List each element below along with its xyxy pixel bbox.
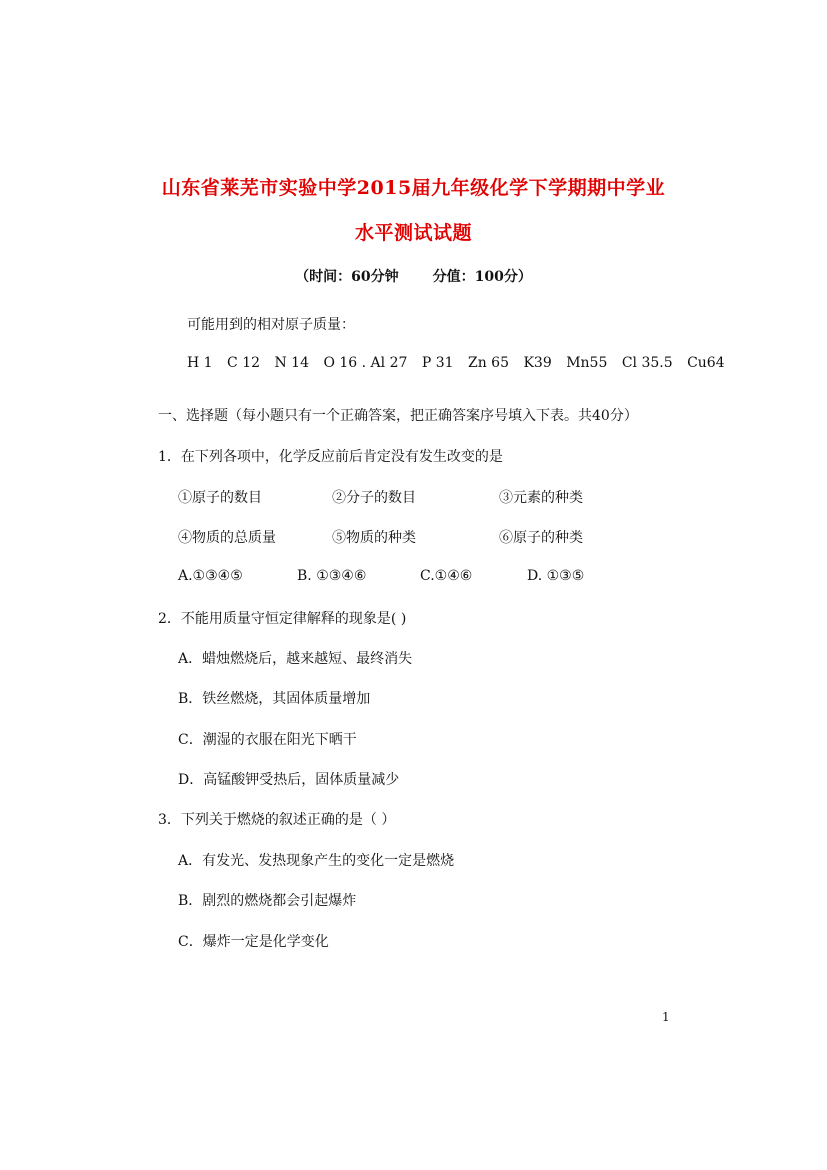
- question-1-option: B. ①③④⑥: [297, 568, 367, 584]
- section-heading: 一、选择题（每小题只有一个正确答案，把正确答案序号填入下表。共40分）: [158, 408, 638, 424]
- question-2-option: B．铁丝燃烧，其固体质量增加: [178, 691, 371, 707]
- question-2-option: C．潮湿的衣服在阳光下晒干: [178, 732, 357, 748]
- question-3-option: C．爆炸一定是化学变化: [178, 934, 329, 950]
- question-2-stem: 2．不能用质量守恒定律解释的现象是( ): [158, 611, 407, 627]
- question-1-item: ②分子的数目: [332, 490, 416, 506]
- question-1-option: C.①④⑥: [420, 568, 473, 584]
- atomic-mass-item: C 12: [227, 355, 261, 371]
- atomic-mass-item: K39: [523, 355, 552, 371]
- atomic-mass-list: [187, 355, 735, 371]
- question-1-option: A.①③④⑤: [178, 568, 243, 584]
- question-1-item: ④物质的总质量: [178, 530, 276, 546]
- document-title-line-1: 山东省莱芜市实验中学2015届九年级化学下学期期中学业: [161, 177, 666, 199]
- exam-info: [0, 266, 827, 286]
- question-1-item: ⑥原子的种类: [499, 530, 583, 546]
- question-1-item: ①原子的数目: [178, 490, 262, 506]
- question-1-item: ③元素的种类: [499, 490, 583, 506]
- question-3-option: B．剧烈的燃烧都会引起爆炸: [178, 893, 357, 909]
- question-3-stem: 3．下列关于燃烧的叙述正确的是（ ）: [158, 812, 396, 828]
- document-title-line-2: 水平测试试题: [354, 222, 472, 244]
- atomic-mass-item: N 14: [274, 355, 309, 371]
- atomic-mass-item: Cl 35.5: [621, 355, 673, 371]
- atomic-mass-item: P 31: [421, 355, 454, 371]
- time-label: （时间：60分钟: [295, 269, 399, 285]
- page-number: 1: [662, 1010, 670, 1024]
- score-label: 分值：100分）: [432, 269, 532, 285]
- question-2-option: D．高锰酸钾受热后，固体质量减少: [178, 772, 400, 788]
- question-1-stem: 1．在下列各项中，化学反应前后肯定没有发生改变的是: [158, 449, 503, 465]
- atomic-mass-item: Cu64: [687, 355, 725, 371]
- atomic-mass-intro: 可能用到的相对原子质量：: [187, 317, 355, 333]
- question-3-option: A．有发光、发热现象产生的变化一定是燃烧: [178, 853, 455, 869]
- question-1-option: D. ①③⑤: [527, 568, 585, 584]
- question-1-item: ⑤物质的种类: [332, 530, 416, 546]
- atomic-mass-item: Zn 65: [467, 355, 509, 371]
- question-2-option: A．蜡烛燃烧后，越来越短、最终消失: [178, 651, 413, 667]
- atomic-mass-item: Mn55: [566, 355, 608, 371]
- atomic-mass-item: O 16 . Al 27: [323, 355, 408, 371]
- atomic-mass-item: H 1: [187, 355, 213, 371]
